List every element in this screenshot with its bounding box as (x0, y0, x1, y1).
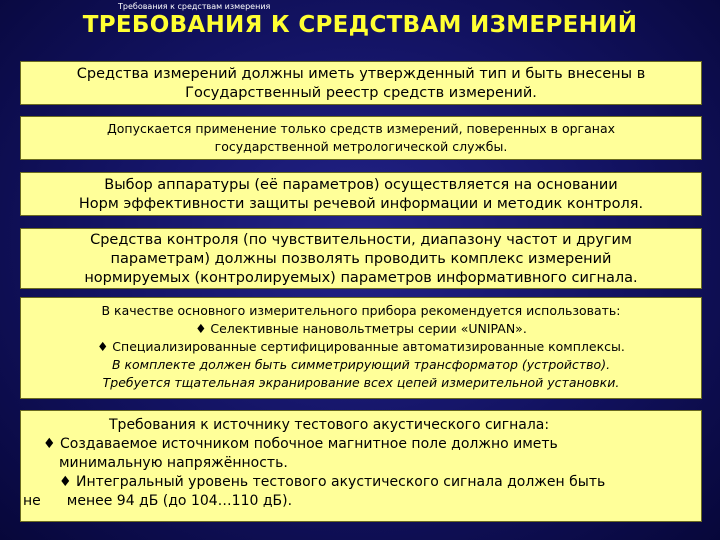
text-line: Норм эффективности защиты речевой информации и методик контроля. (78, 196, 644, 212)
text-line: Допускается применение только средств измерений, поверенных в органах (106, 121, 616, 136)
bullet-item: ♦ Создаваемое источником побочное магнитное поле должно иметь (43, 436, 558, 452)
text-line: нормируемых (контролируемых) параметров информативного сигнала. (84, 270, 638, 286)
text-line: Выбор аппаратуры (её параметров) осуществляется на основании (104, 177, 618, 193)
text-line: Государственный реестр средств измерений. (185, 85, 537, 101)
text-line (21, 492, 701, 511)
text-line: государственной метрологической службы. (214, 139, 508, 154)
text-line: В качестве основного измерительного прибора рекомендуется использовать: (101, 303, 621, 318)
note-line: В комплекте должен быть симметрирующий трансформатор (устройство). (111, 357, 611, 372)
text-line: Средства контроля (по чувствительности, диапазону частот и другим (90, 232, 632, 248)
bullet-item: ♦ Селективные нановольтметры серии «UNIPAN». (195, 321, 527, 336)
requirement-box-registry (20, 61, 702, 105)
requirement-box-equipment-choice (20, 172, 702, 216)
bullet-item: ♦ Интегральный уровень тестового акустического сигнала должен быть (59, 474, 606, 490)
requirement-box-control-means (20, 228, 702, 289)
text-line: Требования к источнику тестового акустического сигнала: (109, 417, 550, 433)
bullet-item: ♦ Специализированные сертифицированные автоматизированные комплексы. (97, 339, 625, 354)
breadcrumb: Требования к средствам измерения (118, 2, 271, 11)
text-fragment: менее 94 дБ (до 104…110 дБ). (66, 493, 293, 509)
note-line: Требуется тщательная экранирование всех цепей измерительной установки. (102, 375, 620, 390)
text-line: минимальную напряжённость. (59, 455, 288, 471)
page-title: ТРЕБОВАНИЯ К СРЕДСТВАМ ИЗМЕРЕНИЙ (82, 12, 638, 38)
text-fragment: не (23, 493, 41, 509)
requirement-box-main-instrument (20, 297, 702, 399)
text-line: параметрам) должны позволять проводить комплекс измерений (110, 251, 612, 267)
text-line: Средства измерений должны иметь утвержденный тип и быть внесены в (76, 66, 646, 82)
requirement-box-verification (20, 116, 702, 160)
requirement-box-test-signal-source (20, 410, 702, 522)
